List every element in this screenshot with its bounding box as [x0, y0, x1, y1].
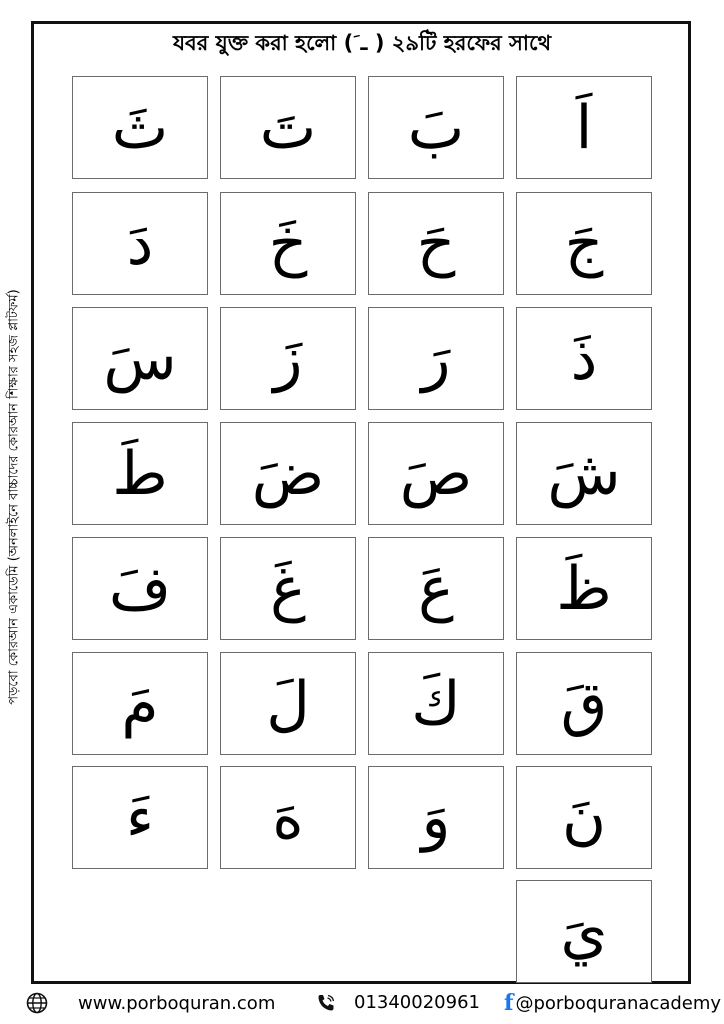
phone-text: 01340020961: [354, 992, 480, 1013]
letter-card: [368, 76, 504, 179]
letter-card: [72, 76, 208, 179]
arabic-letter: زَ: [273, 323, 303, 394]
arabic-letter: خَ: [268, 208, 308, 279]
phone-icon: [316, 993, 336, 1013]
letter-card: [72, 192, 208, 295]
arabic-letter: كَ: [411, 668, 461, 739]
letter-card: [72, 537, 208, 640]
letter-card: [368, 192, 504, 295]
letter-card: [516, 880, 652, 983]
letter-card: [516, 537, 652, 640]
arabic-letter: طَ: [112, 438, 168, 509]
letter-card: [368, 766, 504, 869]
arabic-letter: شَ: [547, 438, 621, 509]
footer-facebook[interactable]: [504, 992, 721, 1014]
arabic-letter: قَ: [560, 668, 608, 739]
facebook-text: @porboquranacademy: [515, 992, 722, 1014]
arabic-letter: بَ: [407, 92, 465, 163]
letter-card: [220, 307, 356, 410]
side-caption-text: পড়বো কোরআন একাডেমি (অনলাইনে বাচ্চাদের কোরআন শিক্ষার সহজ প্লাটফর্ম): [6, 289, 22, 705]
arabic-letter: لَ: [266, 668, 310, 739]
footer-website[interactable]: [26, 992, 275, 1014]
globe-icon: [26, 992, 48, 1014]
letter-card: [368, 652, 504, 755]
letter-card: [220, 652, 356, 755]
arabic-letter: ثَ: [111, 92, 169, 163]
letter-card: [516, 76, 652, 179]
arabic-letter: نَ: [561, 782, 607, 853]
arabic-letter: جَ: [564, 208, 604, 279]
letter-card: [72, 652, 208, 755]
arabic-letter: ءَ: [125, 782, 155, 853]
arabic-letter: اَ: [575, 92, 593, 163]
arabic-letter: تَ: [259, 92, 317, 163]
letter-card: [72, 422, 208, 525]
arabic-letter: عَ: [418, 553, 454, 624]
arabic-letter: يَ: [560, 896, 608, 967]
website-text: www.porboquran.com: [78, 992, 276, 1014]
arabic-letter: ظَ: [556, 553, 612, 624]
arabic-letter: وَ: [421, 782, 451, 853]
letter-card: [72, 766, 208, 869]
letter-card: [368, 307, 504, 410]
page-title: যবর যুক্ত করা হলো ( َـ ) ২৯টি হরফের সাথে: [172, 31, 552, 55]
letter-card: [516, 192, 652, 295]
letter-card: [220, 76, 356, 179]
arabic-letter: هَ: [272, 782, 304, 853]
letter-card: [516, 766, 652, 869]
arabic-letter: صَ: [399, 438, 473, 509]
arabic-letter: فَ: [108, 553, 172, 624]
arabic-letter: ضَ: [251, 438, 325, 509]
arabic-letter: رَ: [421, 323, 451, 394]
arabic-letter: مَ: [121, 668, 159, 739]
footer: [0, 986, 724, 1020]
letter-card: [368, 537, 504, 640]
letter-card: [220, 192, 356, 295]
letter-card: [72, 307, 208, 410]
facebook-icon: f: [504, 990, 514, 1016]
letter-card: [516, 422, 652, 525]
letter-card: [220, 766, 356, 869]
arabic-letter: سَ: [103, 323, 177, 394]
letter-card: [220, 537, 356, 640]
arabic-letter: حَ: [416, 208, 456, 279]
letter-card: [516, 307, 652, 410]
letter-card: [368, 422, 504, 525]
arabic-letter: ذَ: [570, 323, 598, 394]
letter-card: [516, 652, 652, 755]
arabic-letter: غَ: [270, 553, 306, 624]
footer-phone[interactable]: [316, 992, 480, 1013]
arabic-letter: دَ: [126, 208, 154, 279]
letter-card: [220, 422, 356, 525]
